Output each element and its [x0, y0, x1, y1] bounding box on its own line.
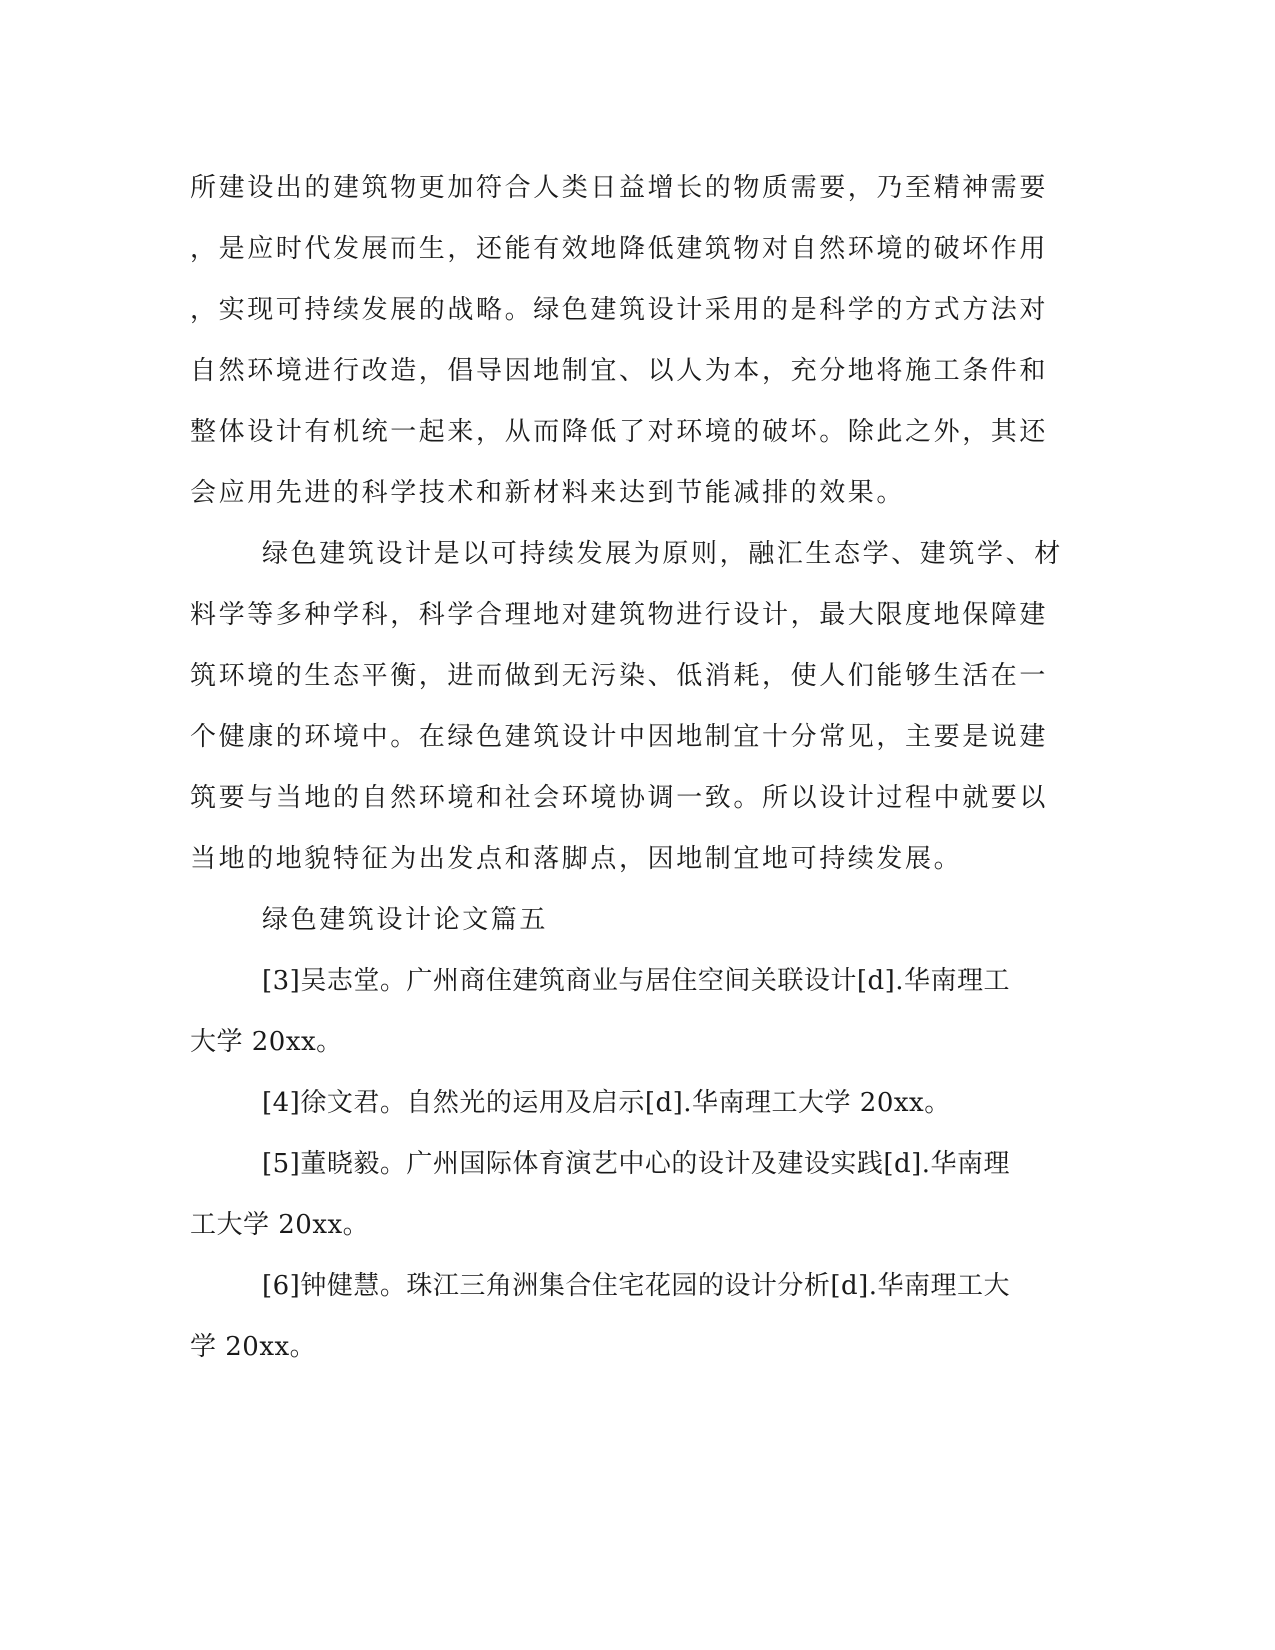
text-line: 料学等多种学科，科学合理地对建筑物进行设计，最大限度地保障建: [190, 600, 1049, 630]
text-line: 绿色建筑设计是以可持续发展为原则，融汇生态学、建筑学、材: [262, 539, 1063, 569]
reference-item: [190, 1073, 1070, 1134]
reference-line: [3]吴志堂。广州商住建筑商业与居住空间关联设计[d].华南理工: [262, 966, 1011, 996]
text-line: 会应用先进的科学技术和新材料来达到节能减排的效果。: [190, 478, 906, 508]
reference-line: 学 20xx。: [190, 1332, 317, 1362]
body-text: [190, 158, 1070, 1378]
reference-line: [5]董晓毅。广州国际体育演艺中心的设计及建设实践[d].华南理: [262, 1149, 1011, 1179]
reference-list: [190, 951, 1070, 1378]
reference-line: [4]徐文君。自然光的运用及启示[d].华南理工大学 20xx。: [262, 1088, 951, 1118]
text-line: 所建设出的建筑物更加符合人类日益增长的物质需要，乃至精神需要: [190, 173, 1049, 203]
reference-line: [6]钟健慧。珠江三角洲集合住宅花园的设计分析[d].华南理工大: [262, 1271, 1011, 1301]
reference-item: [190, 1134, 1070, 1256]
section-heading: 绿色建筑设计论文篇五: [262, 905, 549, 935]
text-line: 个健康的环境中。在绿色建筑设计中因地制宜十分常见，主要是说建: [190, 722, 1049, 752]
text-line: 筑要与当地的自然环境和社会环境协调一致。所以设计过程中就要以: [190, 783, 1049, 813]
text-line: ，是应时代发展而生，还能有效地降低建筑物对自然环境的破坏作用: [190, 234, 1049, 264]
reference-line: 大学 20xx。: [190, 1027, 343, 1057]
paragraph-2: [190, 524, 1070, 890]
text-line: 整体设计有机统一起来，从而降低了对环境的破坏。除此之外，其还: [190, 417, 1049, 447]
reference-item: [190, 951, 1070, 1073]
text-line: 自然环境进行改造，倡导因地制宜、以人为本，充分地将施工条件和: [190, 356, 1049, 386]
paragraph-1: [190, 158, 1070, 524]
text-line: 筑环境的生态平衡，进而做到无污染、低消耗，使人们能够生活在一: [190, 661, 1049, 691]
reference-line: 工大学 20xx。: [190, 1210, 370, 1240]
text-line: ，实现可持续发展的战略。绿色建筑设计采用的是科学的方式方法对: [190, 295, 1049, 325]
text-line: 当地的地貌特征为出发点和落脚点，因地制宜地可持续发展。: [190, 844, 963, 874]
reference-item: [190, 1256, 1070, 1378]
